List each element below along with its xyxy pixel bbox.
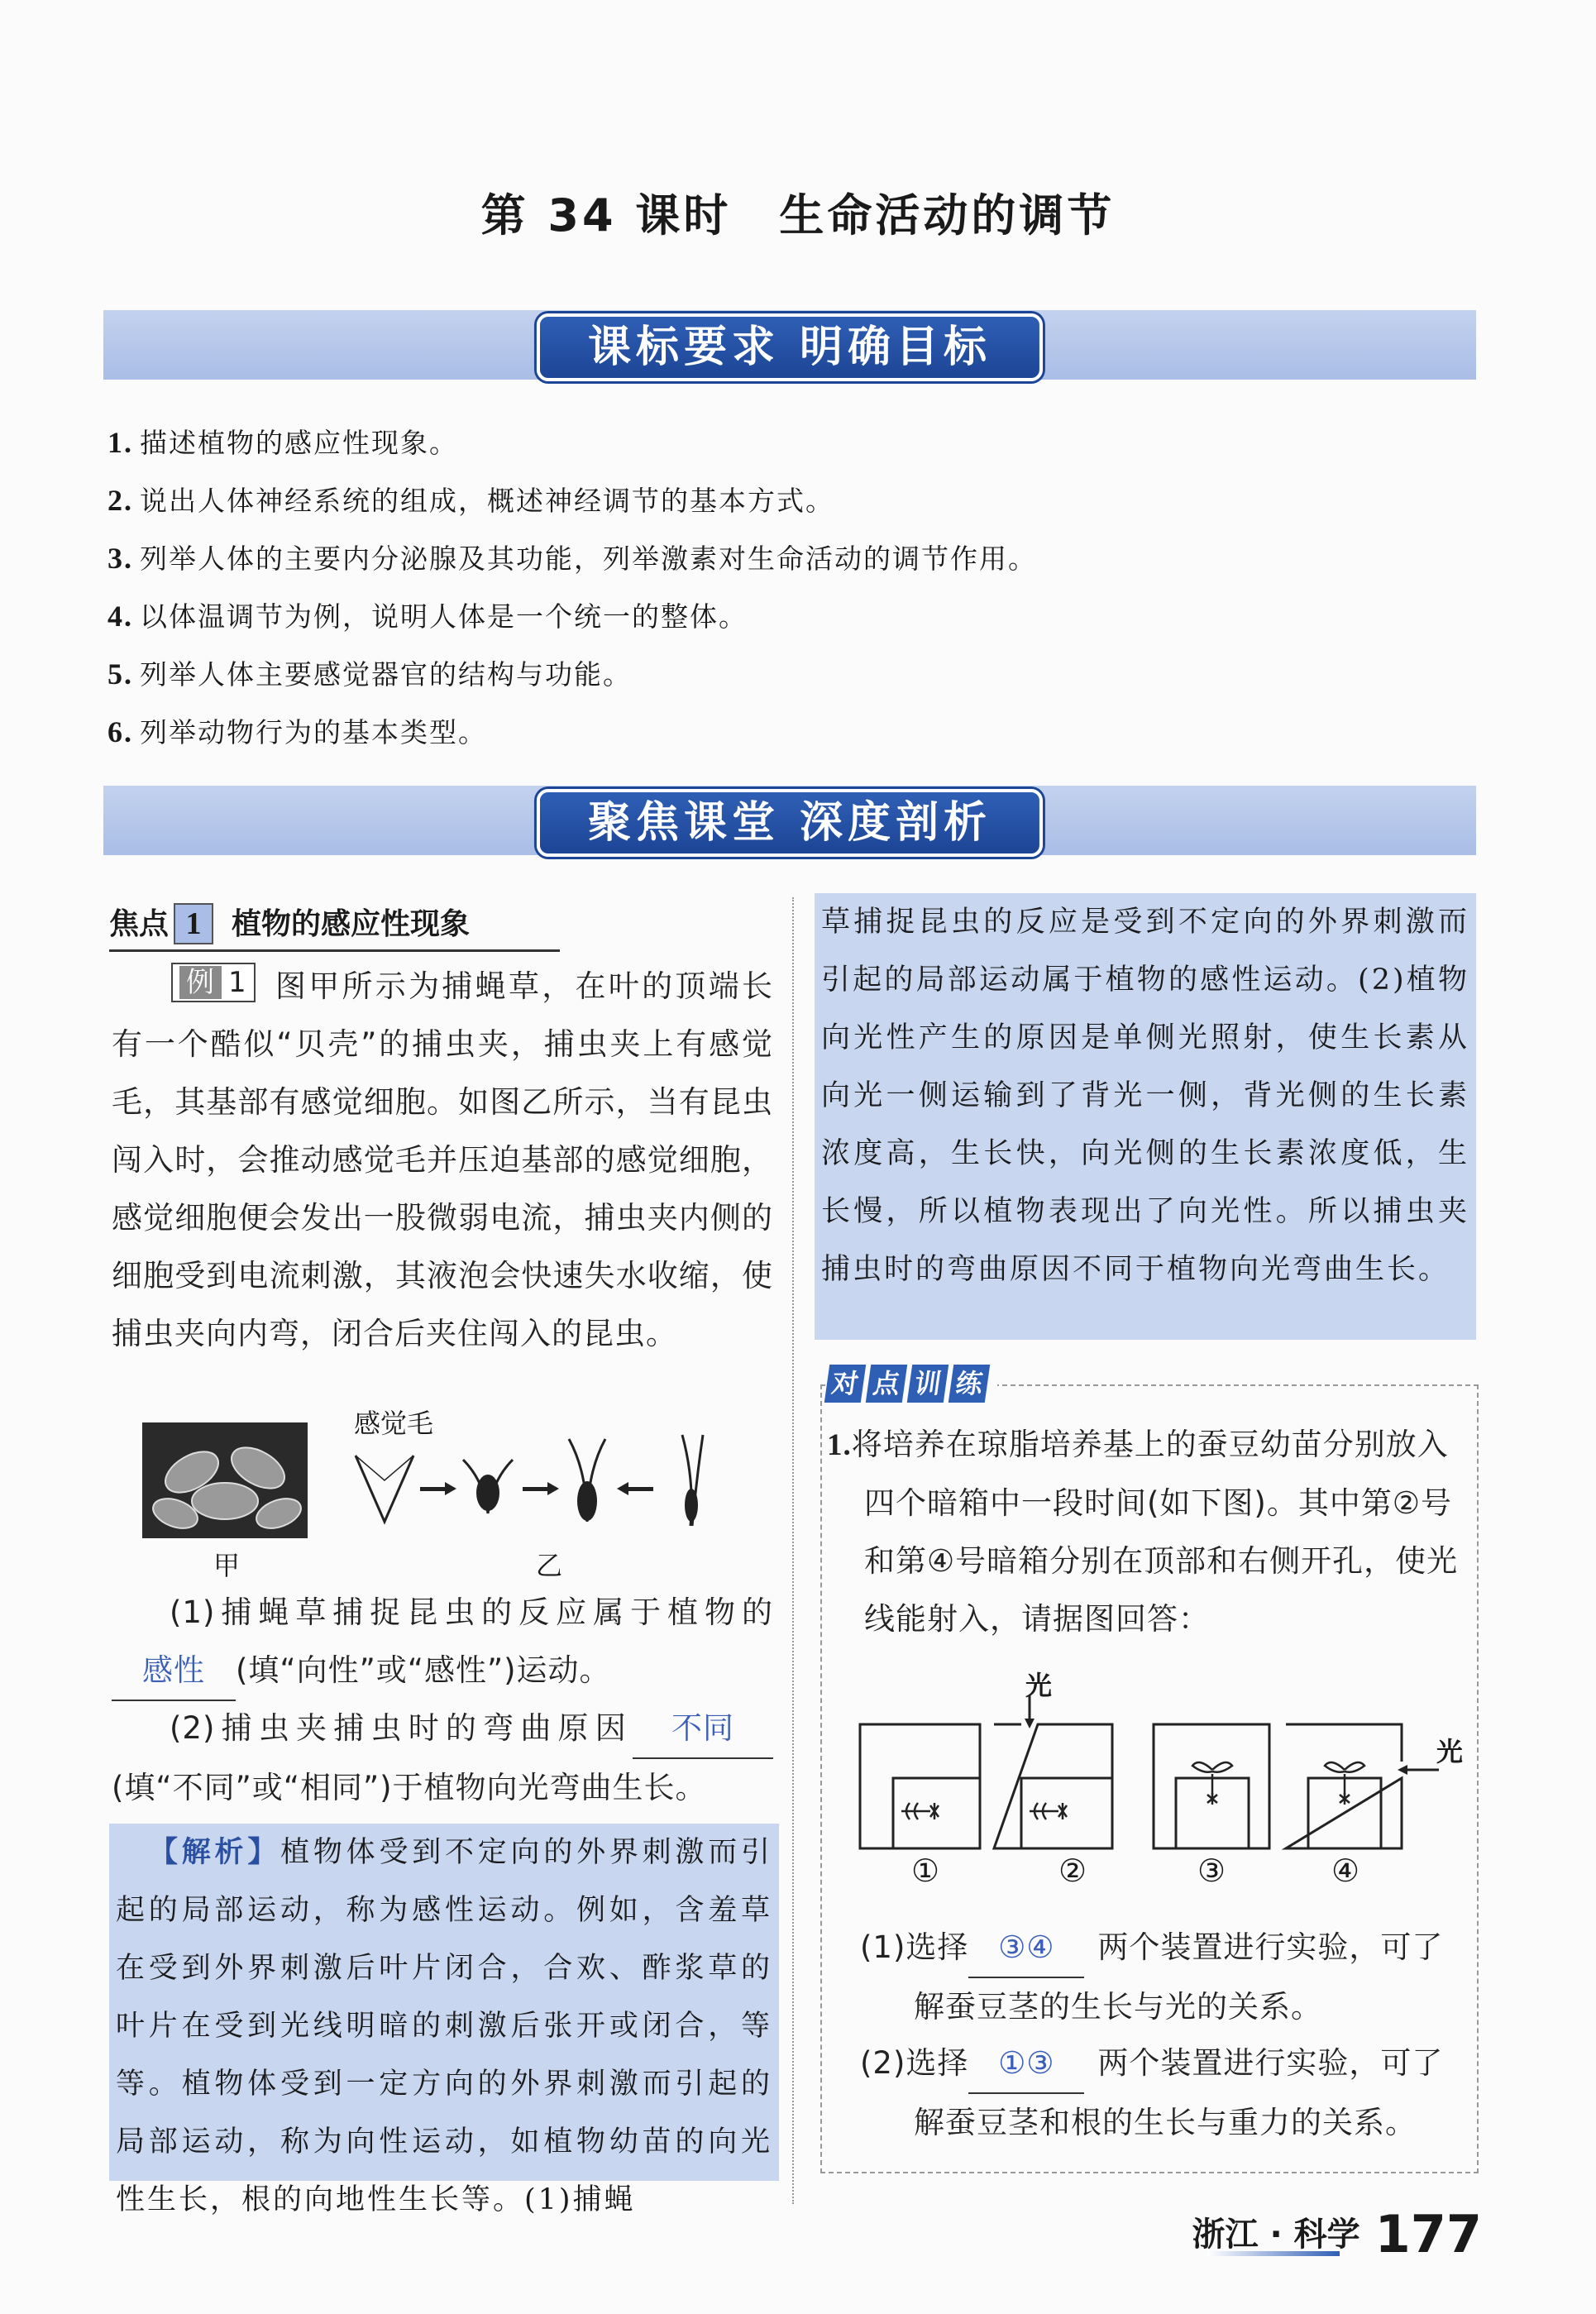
example-text: 图甲所示为捕蝇草，在叶的顶端长有一个酷似“贝壳”的捕虫夹，捕虫夹上有感觉毛，其基部有感觉细胞。如图乙所示，当有昆虫闯入时，会推动感觉毛并压迫基部的感觉细胞，感觉细胞便会发出一股微弱电流，捕虫夹内侧的细胞受到电流刺激，其液泡会快速失水收缩，使捕虫夹向内弯，闭合后夹住闯入的昆虫。 xyxy=(112,968,773,1351)
box-label-3: ③ xyxy=(1197,1853,1226,1889)
goal-item: 5. 列举人体主要感觉器官的结构与功能。 xyxy=(108,657,632,691)
practice-question: 1.将培养在琼脂培养基上的蚕豆幼苗分别放入四个暗箱中一段时间(如下图)。其中第②号和第④号暗箱分别在顶部和右侧开孔，使光线能射入，请据图回答： xyxy=(827,1427,1459,1637)
answer-blank-3: ③④ xyxy=(968,1919,1084,1978)
focus-heading xyxy=(109,900,560,952)
goal-item: 2. 说出人体神经系统的组成，概述神经调节的基本方式。 xyxy=(108,484,834,517)
goal-item: 4. 以体温调节为例，说明人体是一个统一的整体。 xyxy=(108,600,748,633)
question-1: (1)捕蝇草捕捉昆虫的反应属于植物的感性 (填“向性”或“感性”)运动。 xyxy=(112,1584,773,1700)
answer-blank-1: 感性 xyxy=(112,1642,236,1701)
sub-question-1: (1)选择 ③④ 两个装置进行实验，可了解蚕豆茎的生长与光的关系。 xyxy=(860,1919,1472,2034)
analysis-text-left: 植物体受到不定向的外界刺激而引起的局部运动，称为感性运动。例如，含羞草在受到外界刺激后叶片闭合，合欢、酢浆草的叶片在受到光线明暗的刺激后张开或闭合，等等。植物体受到一定方向的外界刺激而引起的局部运动，称为向性运动，如植物幼苗的向光性生长，根的向地性生长等。(1)捕蝇 xyxy=(116,1836,772,2216)
answer-blank-4: ①③ xyxy=(968,2034,1084,2094)
section-banner-focus xyxy=(103,786,1476,855)
page-title: 第 34 课时 生命活动的调节 xyxy=(480,189,1116,241)
banner-label: 聚焦课堂 深度剖析 xyxy=(537,789,1043,857)
answer-blank-2: 不同 xyxy=(633,1700,773,1759)
example-paragraph xyxy=(112,958,773,1421)
figure-trap-sequence xyxy=(347,1431,736,1542)
box-label-1: ① xyxy=(911,1853,940,1889)
focus-title: 植物的感应性现象 xyxy=(232,907,471,941)
goal-item: 6. 列举动物行为的基本类型。 xyxy=(108,715,487,748)
page-footer xyxy=(1192,2204,1482,2264)
example-tag: 例 1 xyxy=(171,963,256,1002)
light-label-top: 光 xyxy=(1025,1670,1053,1701)
focus-label: 焦点 xyxy=(109,907,170,941)
box-label-2: ② xyxy=(1058,1853,1087,1889)
analysis-left xyxy=(109,1824,779,2216)
practice-tag: 对 点 训 练 xyxy=(827,1365,997,1408)
box-label-4: ④ xyxy=(1331,1853,1360,1889)
banner-label: 课标要求 明确目标 xyxy=(537,313,1043,381)
figure-label-sensory-hair: 感觉毛 xyxy=(354,1408,434,1439)
figure-flytrap-photo xyxy=(142,1422,308,1538)
analysis-right: 草捕捉昆虫的反应是受到不定向的外界刺激而引起的局部运动属于植物的感性运动。(2)植物向光性产生的原因是单侧光照射，使生长素从向光一侧运输到了背光一侧，背光侧的生长素浓度高，生长快，向光侧的生长素浓度低，生长慢，所以植物表现出了向光性。所以捕虫夹捕虫时的弯曲原因不同于植物向光弯曲生长。 xyxy=(815,893,1476,1340)
experiment-figure xyxy=(852,1695,1439,1861)
figure-label-yi: 乙 xyxy=(536,1550,563,1581)
page-number: 177 xyxy=(1374,2204,1482,2264)
goal-item: 1. 描述植物的感应性现象。 xyxy=(108,426,458,459)
question-2: (2)捕虫夹捕虫时的弯曲原因 不同(填“不同”或“相同”)于植物向光弯曲生长。 xyxy=(112,1700,773,1815)
light-label-right: 光 xyxy=(1436,1736,1464,1767)
focus-number: 1 xyxy=(174,903,213,944)
goal-item: 3. 列举人体的主要内分泌腺及其功能，列举激素对生命活动的调节作用。 xyxy=(108,542,1037,575)
figure-label-jia: 甲 xyxy=(213,1550,241,1581)
goals-list xyxy=(108,414,1464,761)
sub-question-2: (2)选择 ①③ 两个装置进行实验，可了解蚕豆茎和根的生长与重力的关系。 xyxy=(860,2034,1472,2150)
column-divider xyxy=(792,897,794,2204)
footer-subject: 浙江 · 科学 xyxy=(1192,2216,1360,2254)
analysis-tag: 【解析】 xyxy=(149,1836,281,1869)
section-banner-goals xyxy=(103,310,1476,380)
